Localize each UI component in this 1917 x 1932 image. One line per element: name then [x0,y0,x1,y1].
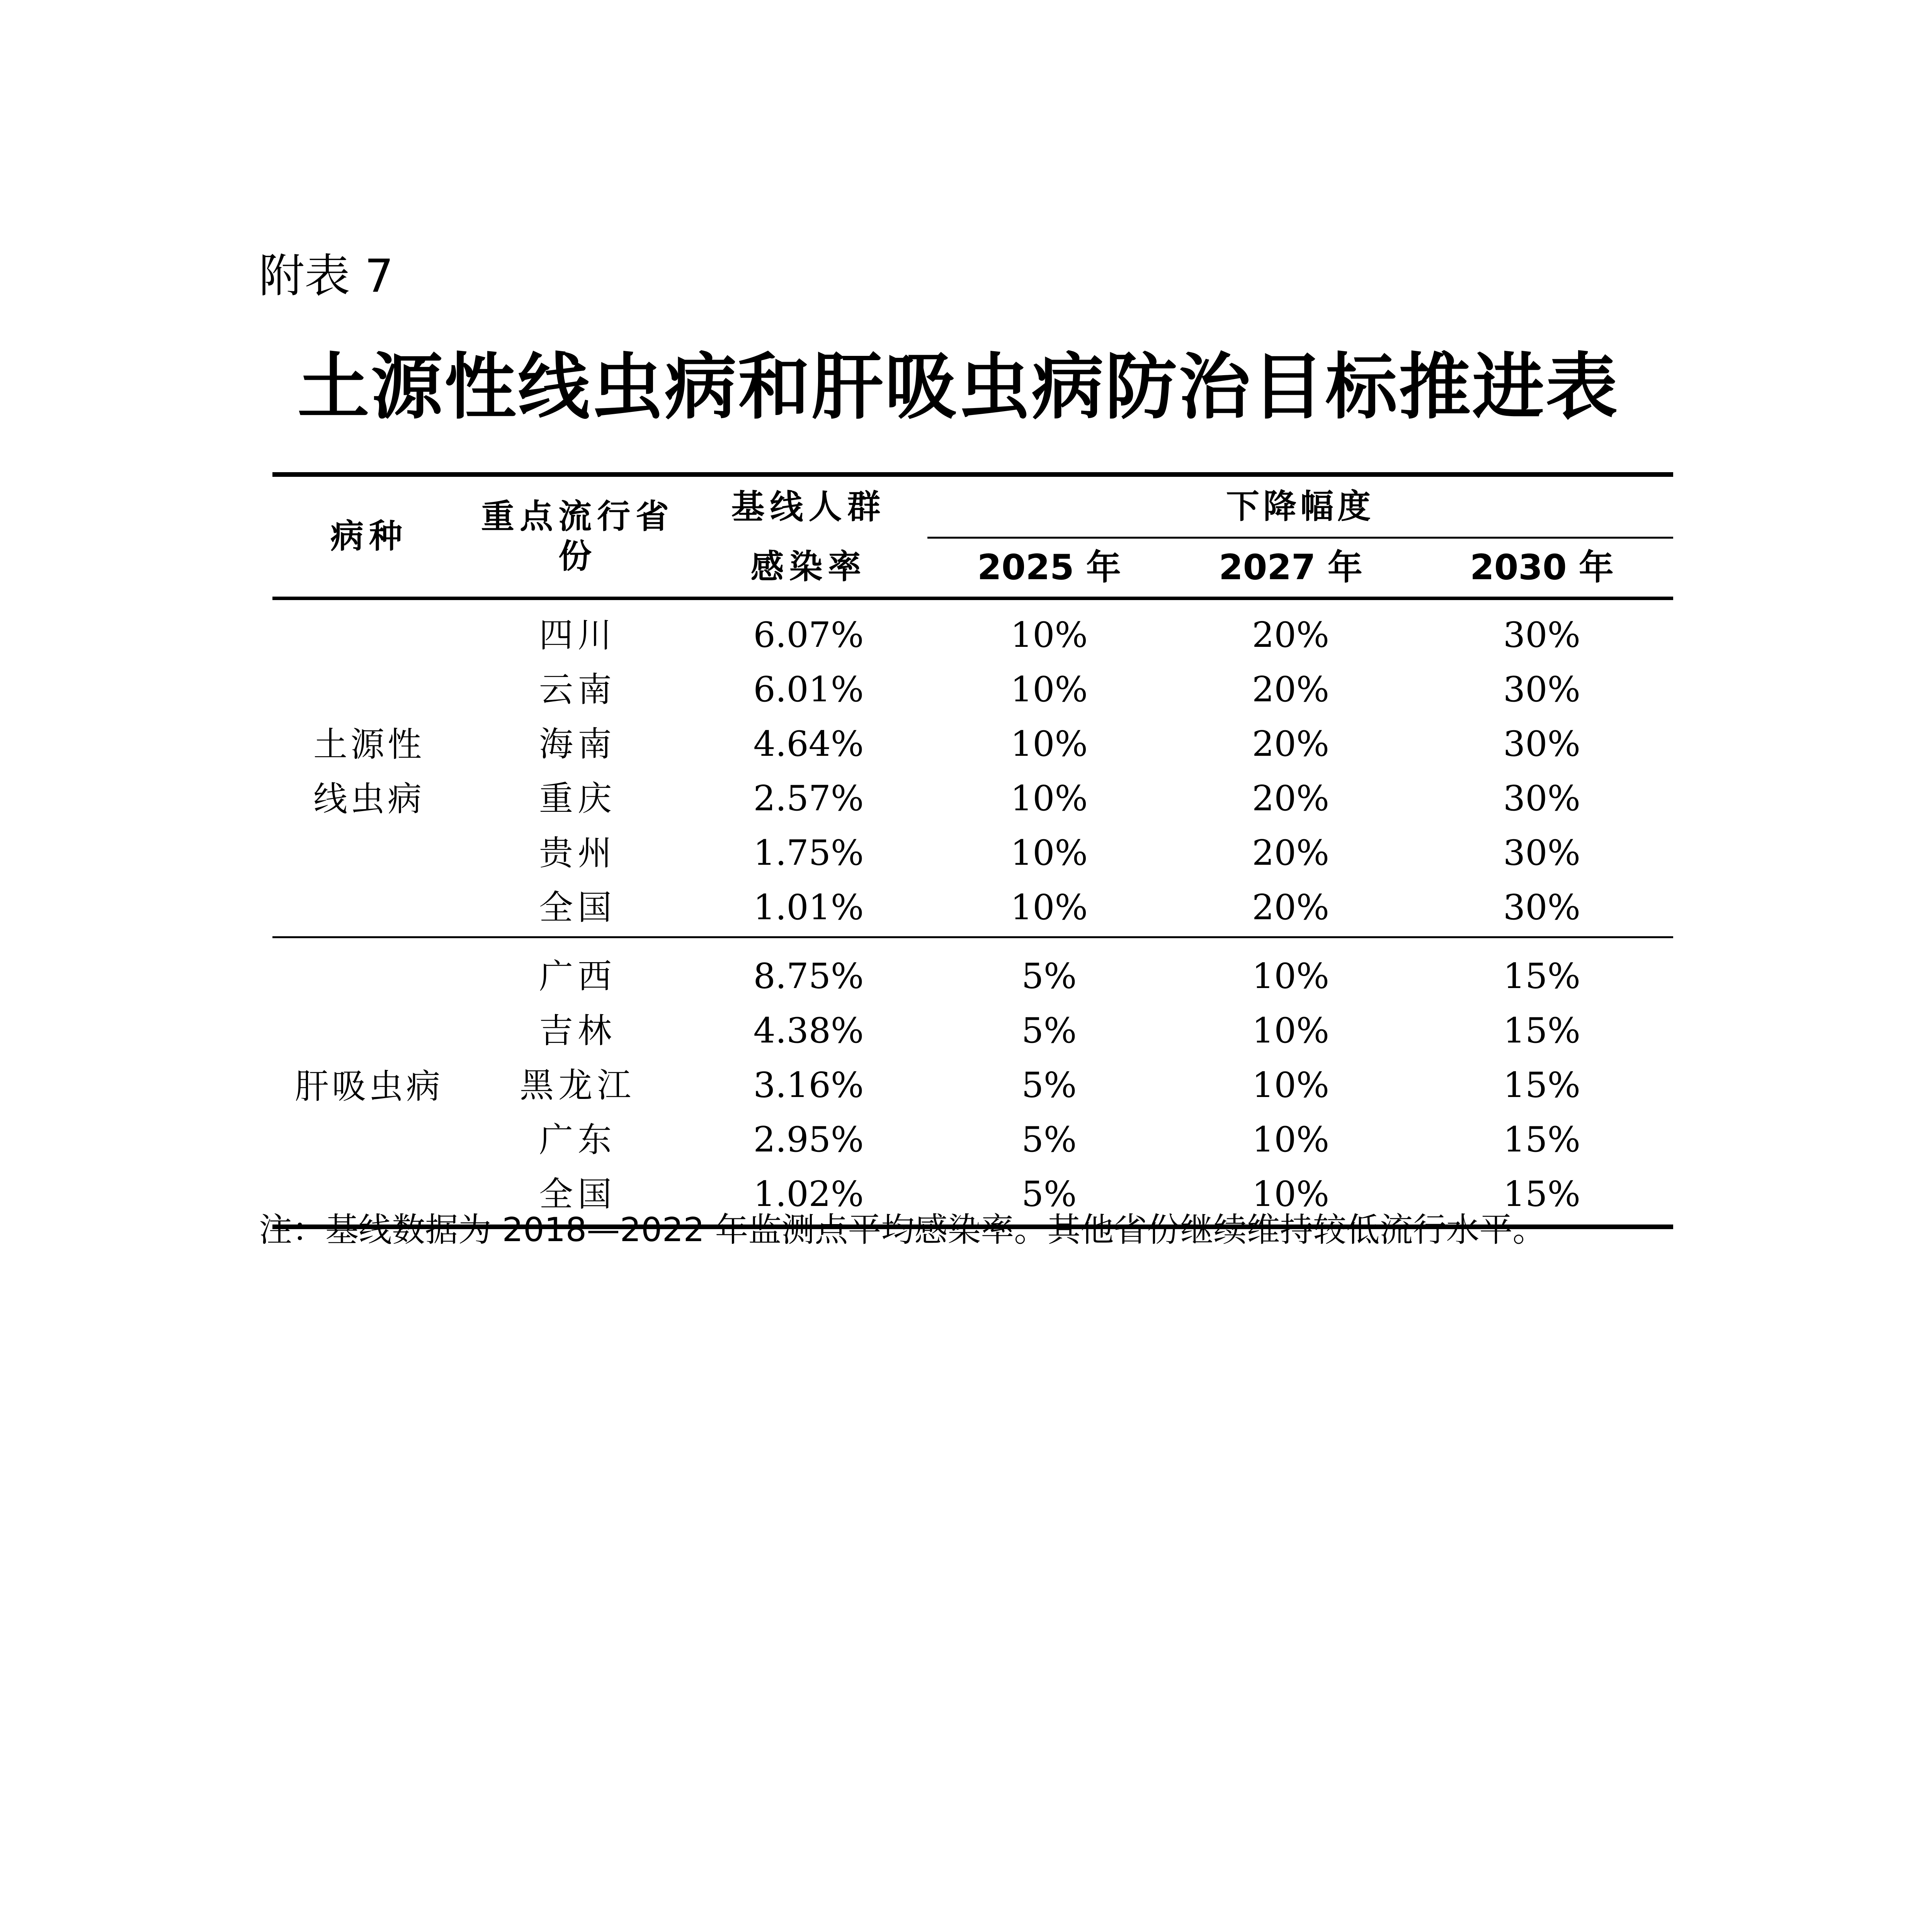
reduction-2025-cell: 5% [1021,1119,1077,1160]
table-row [272,1058,1673,1112]
table-row [272,1112,1673,1167]
province-cell: 全国 [539,1174,616,1214]
baseline-cell: 4.38% [753,1010,864,1051]
reduction-2030-cell: 30% [1503,887,1581,928]
reduction-2027-cell: 20% [1252,778,1330,819]
reduction-2030-cell: 30% [1503,723,1581,764]
province-cell: 吉林 [539,1010,616,1051]
reduction-2030-cell: 30% [1503,669,1581,710]
reduction-2030-cell: 15% [1503,956,1581,997]
reduction-2025-cell: 10% [1010,723,1088,764]
table-row [272,717,1673,771]
document-title: 土源性线虫病和肝吸虫病防治目标推进表 [297,345,1619,429]
reduction-2027-cell: 10% [1252,956,1330,997]
header-disease: 病种 [330,517,408,556]
table-row [272,826,1673,880]
reduction-2025-cell: 10% [1010,778,1088,819]
baseline-cell: 2.57% [753,778,864,819]
reduction-2030-cell: 15% [1503,1173,1581,1214]
table-row [272,662,1673,717]
table-row [272,1003,1673,1058]
header-province: 重点流行省份 [481,497,674,576]
baseline-cell: 2.95% [753,1119,864,1160]
province-cell: 广西 [539,956,616,996]
reduction-2027-cell: 10% [1252,1119,1330,1160]
baseline-cell: 1.02% [753,1173,864,1214]
province-cell: 重庆 [539,778,616,818]
header-baseline-line2: 感染率 [750,548,867,587]
reduction-2025-cell: 5% [1021,1010,1077,1051]
reduction-2030-cell: 30% [1503,614,1581,655]
header-year-2030: 2030 年 [1470,547,1614,588]
header-baseline-line1: 基线人群 [731,488,886,527]
header-reduction: 下降幅度 [927,474,1673,538]
table-note: 注：基线数据为 2018—2022 年监测点平均感染率。其他省份继续维持较低流行水平。 [259,1211,1546,1249]
table-row [272,771,1673,826]
target-table [272,472,1673,1229]
header-year-2027: 2027 年 [1219,547,1362,588]
reduction-2025-cell: 10% [1010,832,1088,873]
reduction-2027-cell: 10% [1252,1065,1330,1105]
province-cell: 云南 [539,669,616,709]
baseline-cell: 1.75% [753,832,864,873]
reduction-2030-cell: 30% [1503,832,1581,873]
province-cell: 贵州 [539,833,616,873]
baseline-cell: 8.75% [753,956,864,997]
province-cell: 黑龙江 [519,1065,636,1105]
reduction-2027-cell: 10% [1252,1173,1330,1214]
disease-cell [272,599,466,937]
reduction-2025-cell: 5% [1021,1173,1077,1214]
disease-name-line1: 肝吸虫病 [294,1066,443,1107]
target-table-container [272,472,1673,1229]
reduction-2027-cell: 10% [1252,1010,1330,1051]
baseline-cell: 1.01% [753,887,864,928]
table-row [272,880,1673,937]
disease-cell [272,937,466,1227]
group-clonorchiasis [272,937,1673,1227]
reduction-2025-cell: 10% [1010,669,1088,710]
reduction-2025-cell: 10% [1010,887,1088,928]
reduction-2027-cell: 20% [1252,669,1330,710]
province-cell: 四川 [539,615,616,655]
reduction-2030-cell: 15% [1503,1119,1581,1160]
province-cell: 广东 [539,1119,616,1160]
reduction-2030-cell: 30% [1503,778,1581,819]
header-row-1 [272,474,1673,538]
reduction-2027-cell: 20% [1252,832,1330,873]
group-soil-transmitted-helminthiasis [272,599,1673,937]
reduction-2025-cell: 5% [1021,1065,1077,1105]
header-year-2025: 2025 年 [977,547,1121,588]
table-header [272,474,1673,599]
baseline-cell: 3.16% [753,1065,864,1105]
province-cell: 海南 [539,724,616,764]
reduction-2027-cell: 20% [1252,614,1330,655]
reduction-2027-cell: 20% [1252,723,1330,764]
province-cell: 全国 [539,887,616,927]
disease-name-line2: 线虫病 [313,779,425,819]
baseline-cell: 4.64% [753,723,864,764]
baseline-cell: 6.07% [753,614,864,655]
baseline-cell: 6.01% [753,669,864,710]
reduction-2025-cell: 5% [1021,956,1077,997]
reduction-2027-cell: 20% [1252,887,1330,928]
reduction-2030-cell: 15% [1503,1010,1581,1051]
reduction-2025-cell: 10% [1010,614,1088,655]
appendix-label: 附表 7 [259,249,394,303]
disease-name-line1: 土源性 [313,724,425,765]
table-row [272,937,1673,1004]
reduction-2030-cell: 15% [1503,1065,1581,1105]
table-row [272,599,1673,663]
